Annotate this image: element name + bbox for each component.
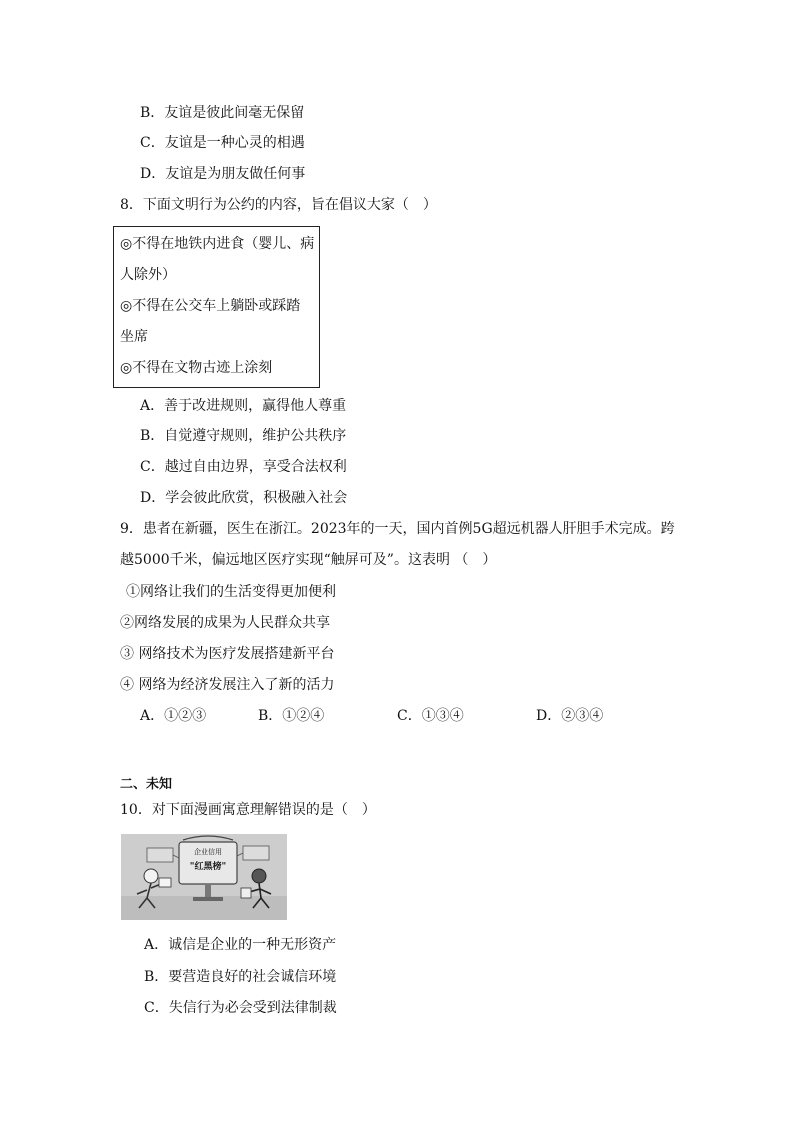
q9-choice-d: D．②③④ [536,708,604,724]
q8-convention-box [113,226,320,388]
q9-statement-2: ②网络发展的成果为人民群众共享 [120,615,330,631]
q7-option-d: D．友谊是为朋友做任何事 [140,166,306,182]
section-title: 二、未知 [120,777,173,792]
q7-option-c: C．友谊是一种心灵的相遇 [140,135,305,151]
cartoon-image [121,834,287,920]
q9-choice-b: B．①②④ [258,708,325,724]
q9-stem-line2: 越5000千米，偏远地区医疗实现“触屏可及”。这表明 （ ） [120,552,497,568]
q10-option-a: A．诚信是企业的一种无形资产 [144,937,337,953]
q9-statement-3: ③ 网络技术为医疗发展搭建新平台 [120,646,335,662]
box-line: ◎不得在公交车上躺卧或踩踏 [120,298,301,314]
q8-option-a: A．善于改进规则，赢得他人尊重 [140,398,347,414]
q9-stem-line1: 9．患者在新疆，医生在浙江。2023年的一天，国内首例5G超远机器人肝胆手术完成。跨 [120,521,675,537]
q10-option-c: C．失信行为必会受到法律制裁 [144,1000,337,1016]
q9-statement-1: ①网络让我们的生活变得更加便利 [126,584,336,600]
q8-option-b: B．自觉遵守规则，维护公共秩序 [140,428,347,444]
box-line: 坐席 [120,329,148,345]
q8-option-c: C．越过自由边界，享受合法权利 [140,459,347,475]
cartoon-sign-line2: "红黑榜" [189,862,227,872]
q8-option-d: D．学会彼此欣赏，积极融入社会 [140,490,348,506]
q9-choice-c: C．①③④ [397,708,464,724]
box-line: 人除外） [120,267,176,283]
box-line: ◎不得在文物古迹上涂刻 [120,360,273,376]
q7-option-b: B．友谊是彼此间毫无保留 [140,105,305,121]
box-line: ◎不得在地铁内进食（婴儿、病 [120,236,315,252]
q8-stem: 8．下面文明行为公约的内容，旨在倡议大家（ ） [120,197,437,213]
q10-option-b: B．要营造良好的社会诚信环境 [144,969,337,985]
q9-statement-4: ④ 网络为经济发展注入了新的活力 [120,677,335,693]
cartoon-sign-line1: 企业信用 [194,848,222,856]
q9-choice-a: A．①②③ [140,708,207,724]
q10-stem: 10．对下面漫画寓意理解错误的是（ ） [120,802,376,818]
cartoon-illustration [121,834,287,920]
